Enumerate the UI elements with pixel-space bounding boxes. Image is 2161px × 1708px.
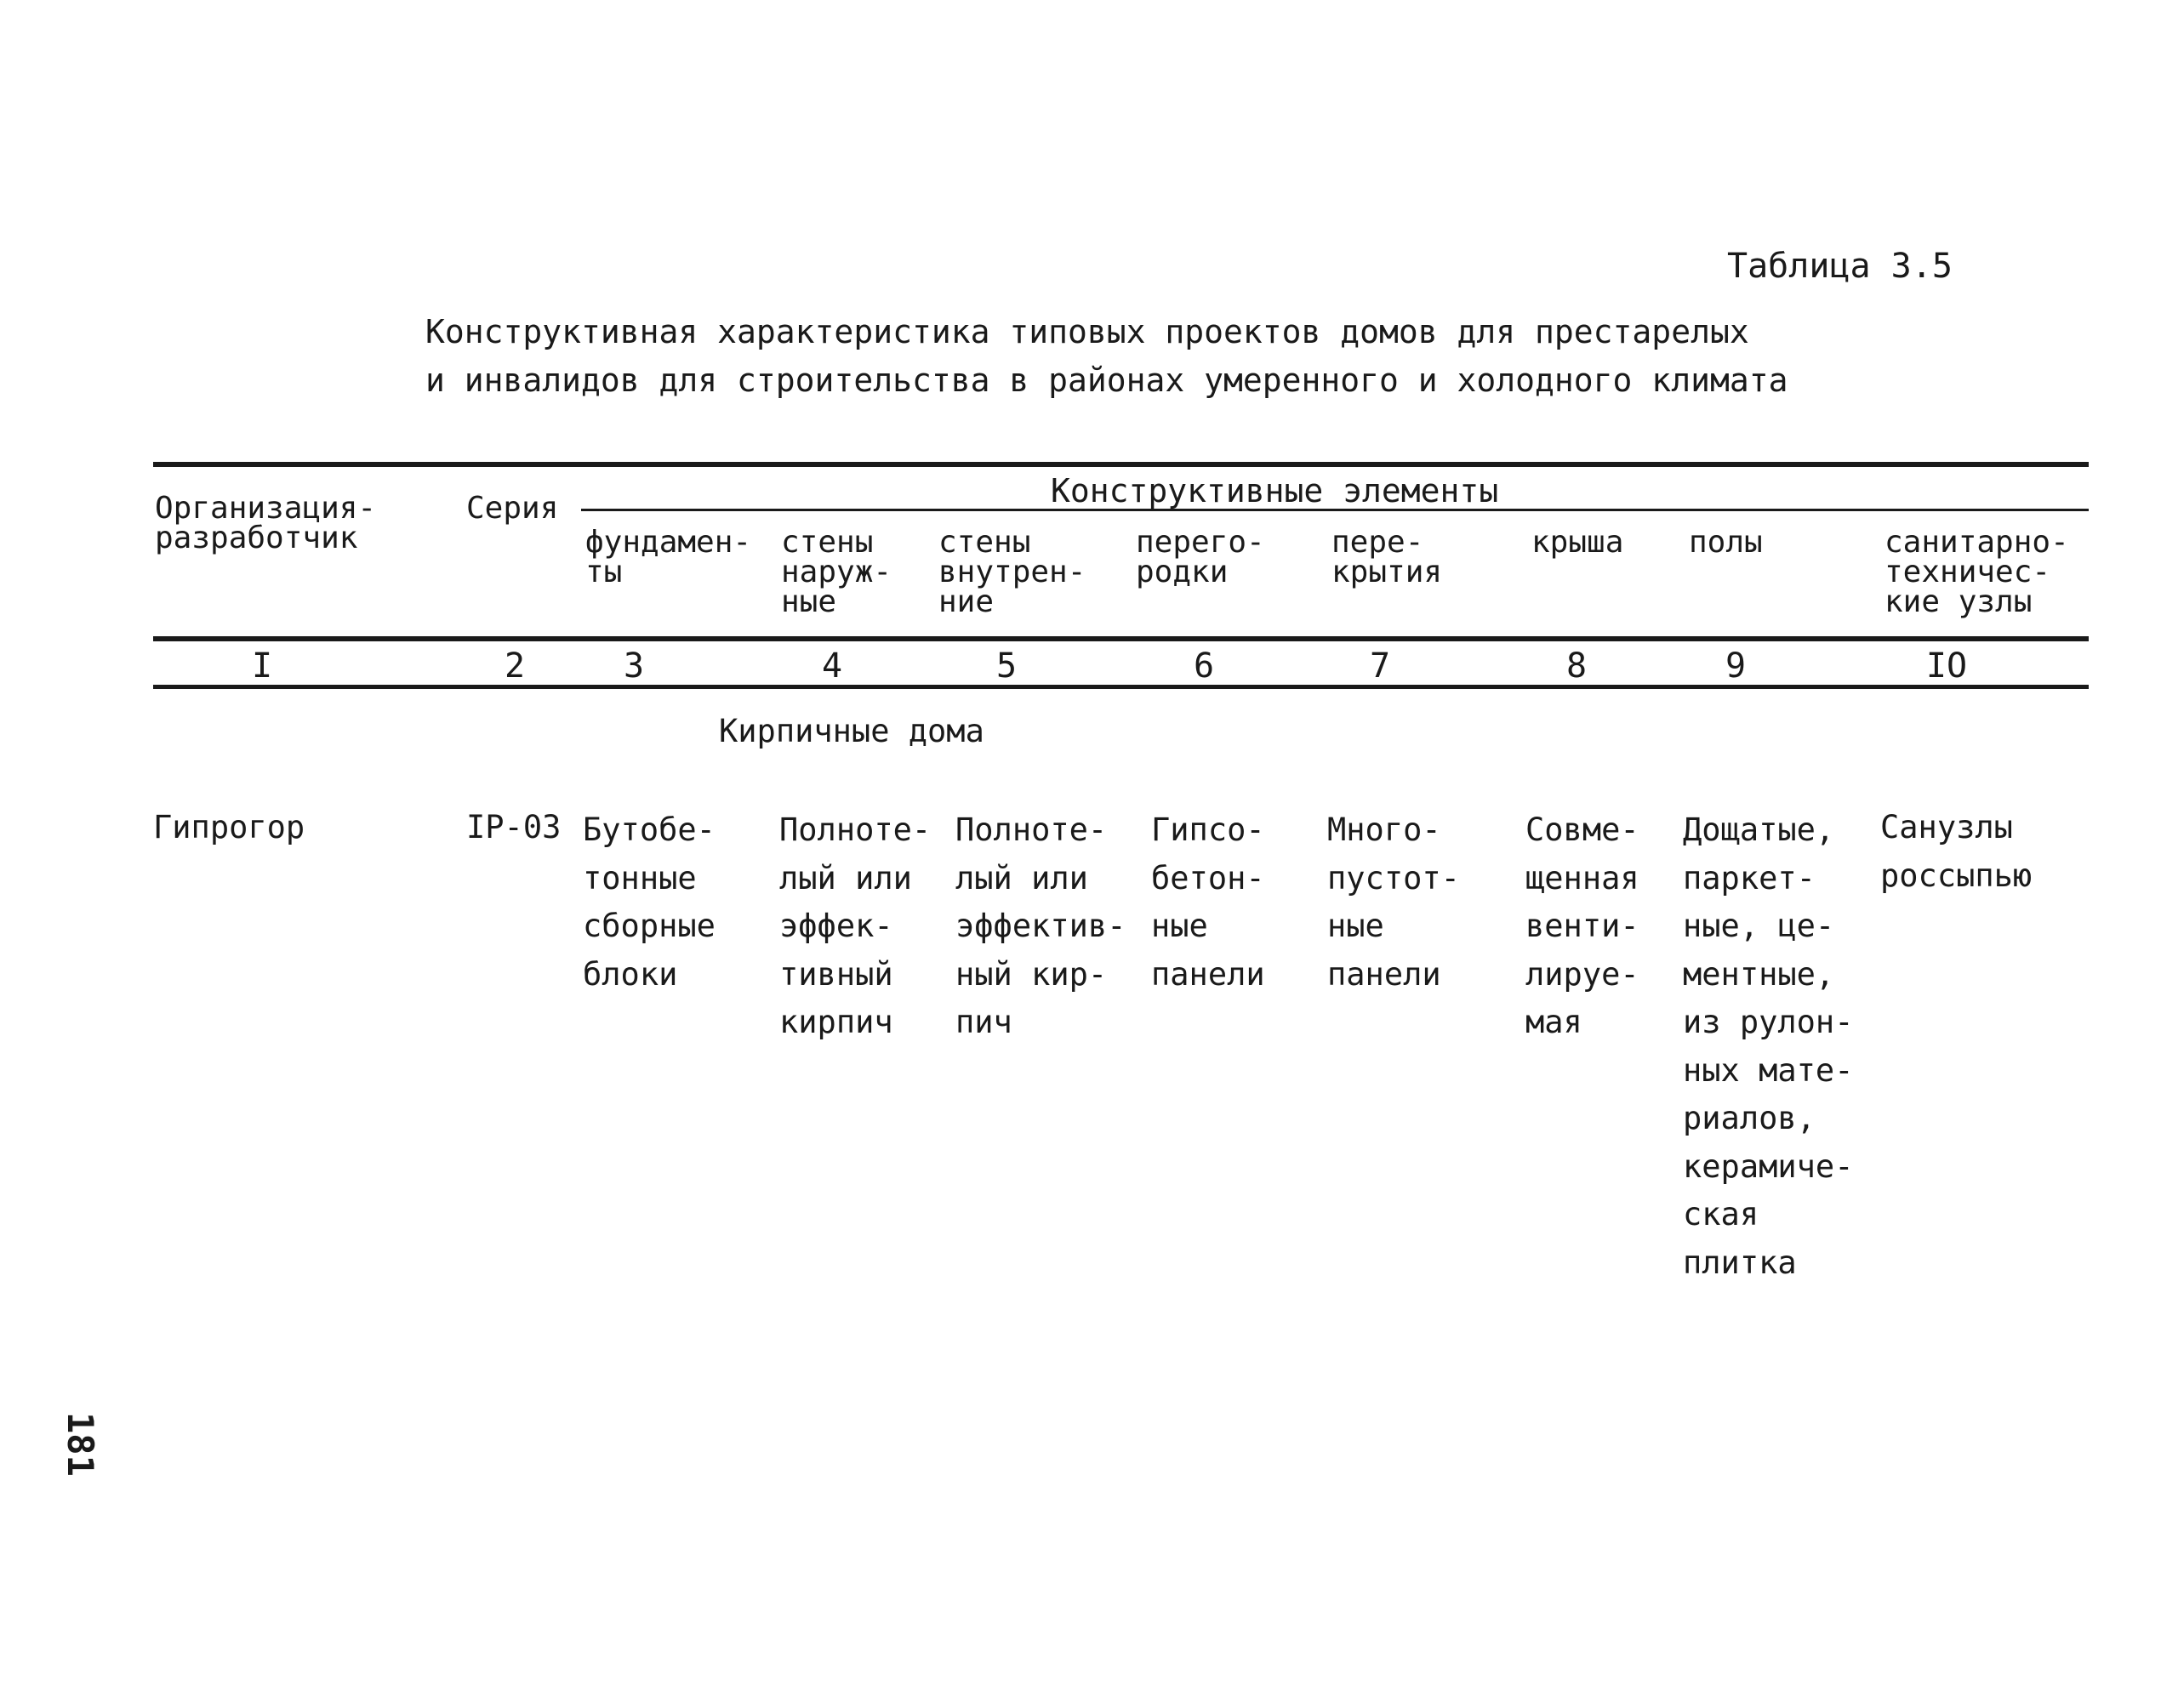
column-number-7: 7	[1369, 646, 1391, 686]
table-title-line-2: и инвалидов для строительства в районах умеренного и холодного климата	[425, 362, 1788, 399]
cell-interior-walls: Полноте- лый или эффектив- ный кир- пич	[955, 811, 1126, 1040]
column-number-4: 4	[821, 646, 843, 686]
cell-series: IP-03	[466, 809, 562, 845]
column-number-2: 2	[504, 646, 526, 686]
column-number-3: 3	[623, 646, 645, 686]
header-group-structural-elements: Конструктивные элементы	[1051, 472, 1499, 510]
column-number-5: 5	[995, 646, 1018, 686]
header-foundations: фундамен- ты	[585, 525, 752, 589]
header-floor-slabs: пере- крытия	[1331, 525, 1443, 589]
column-number-8: 8	[1565, 646, 1588, 686]
section-title: Кирпичные дома	[719, 713, 984, 749]
cell-floor-slabs: Много- пустот- ные панели	[1327, 811, 1460, 993]
header-exterior-walls: стены наруж- ные	[781, 525, 892, 619]
header-sanitary: санитарно- техничес- кие узлы	[1884, 525, 2069, 619]
cell-foundations: Бутобе- тонные сборные блоки	[583, 811, 716, 993]
cell-roof: Совме- щенная венти- лируе- мая	[1525, 811, 1639, 1040]
column-number-1: I	[251, 646, 273, 686]
cell-sanitary: Санузлы россыпью	[1880, 809, 2033, 894]
cell-partitions: Гипсо- бетон- ные панели	[1151, 811, 1265, 993]
column-number-9: 9	[1725, 646, 1747, 686]
cell-floors: Дощатые, паркет- ные, це- ментные, из рулон- ных мате- риалов, керамиче- ская плитка	[1683, 811, 1854, 1281]
cell-exterior-walls: Полноте- лый или эффек- тивный кирпич	[779, 811, 932, 1040]
header-series: Серия	[466, 491, 559, 526]
table-title-line-1: Конструктивная характеристика типовых проектов домов для престарелых	[425, 313, 1749, 350]
table-top-rule	[153, 462, 2089, 467]
column-number-6: 6	[1193, 646, 1215, 686]
header-org: Организация- разработчик	[155, 491, 377, 555]
table-label: Таблица 3.5	[1727, 247, 1953, 286]
header-partitions: перего- родки	[1136, 525, 1265, 589]
column-numbers-rule	[153, 685, 2089, 689]
header-floors: полы	[1689, 525, 1763, 560]
header-roof: крыша	[1531, 525, 1624, 560]
header-interior-walls: стены внутрен- ние	[938, 525, 1086, 619]
header-bottom-rule	[153, 636, 2089, 641]
page-number: 181	[60, 1412, 101, 1477]
column-number-10: IO	[1925, 646, 1968, 686]
cell-org: Гипрогор	[153, 809, 305, 845]
